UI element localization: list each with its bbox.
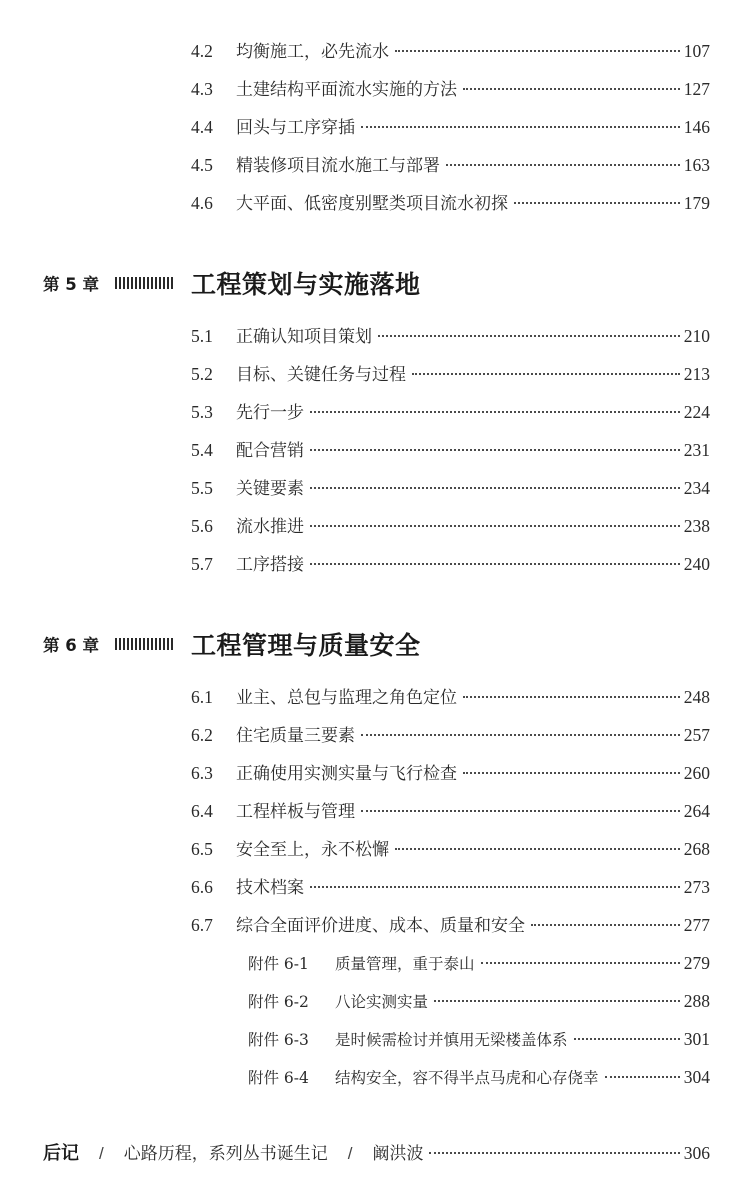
toc-appendix-6-2[interactable] [248, 986, 710, 1016]
chapter-title: 工程管理与质量安全 [191, 631, 421, 660]
entry-title: 均衡施工，必先流水 [236, 42, 389, 62]
dot-leader [361, 126, 680, 128]
dot-leader [531, 924, 680, 926]
entry-page: 248 [683, 687, 710, 707]
chapter-6-heading[interactable] [43, 624, 421, 664]
chapter-label: 第 5 章 [43, 275, 99, 294]
toc-entry-4-4[interactable] [191, 112, 710, 142]
toc-entry-5-7[interactable] [191, 549, 710, 579]
dot-leader [395, 50, 680, 52]
afterword-label: 后记 [43, 1143, 79, 1164]
toc-entry-5-4[interactable] [191, 435, 710, 465]
toc-appendix-6-3[interactable] [248, 1024, 710, 1054]
dot-leader [310, 563, 680, 565]
appendix-title: 质量管理，重于泰山 [335, 955, 475, 973]
entry-page: 163 [683, 155, 710, 175]
entry-title: 目标、关键任务与过程 [236, 365, 406, 385]
entry-number: 6.2 [191, 725, 213, 745]
entry-title: 工序搭接 [236, 555, 304, 575]
dot-leader [514, 202, 680, 204]
dot-leader [574, 1038, 680, 1040]
dot-leader [310, 886, 680, 888]
dot-leader [463, 88, 680, 90]
toc-entry-6-6[interactable] [191, 872, 710, 902]
entry-title: 住宅质量三要素 [236, 726, 355, 746]
entry-page: 260 [683, 763, 710, 783]
dot-leader [429, 1152, 679, 1154]
dot-leader [605, 1076, 680, 1078]
entry-page: 107 [683, 41, 710, 61]
chapter-bars-ornament [115, 637, 191, 651]
entry-page: 238 [683, 516, 710, 536]
chapter-label: 第 6 章 [43, 636, 99, 655]
dot-leader [310, 411, 680, 413]
toc-entry-5-5[interactable] [191, 473, 710, 503]
appendix-number: 附件 6-1 [248, 955, 309, 973]
entry-title: 流水推进 [236, 517, 304, 537]
dot-leader [463, 696, 680, 698]
separator-slash: / [347, 1144, 353, 1163]
dot-leader [361, 810, 680, 812]
toc-entry-5-6[interactable] [191, 511, 710, 541]
entry-number: 5.1 [191, 326, 213, 346]
appendix-number: 附件 6-3 [248, 1031, 309, 1049]
entry-number: 6.4 [191, 801, 213, 821]
entry-title: 土建结构平面流水实施的方法 [236, 80, 457, 100]
entry-page: 240 [683, 554, 710, 574]
afterword-page: 306 [683, 1143, 710, 1163]
toc-entry-6-3[interactable] [191, 758, 710, 788]
dot-leader [395, 848, 680, 850]
entry-number: 6.1 [191, 687, 213, 707]
appendix-page: 279 [683, 953, 710, 973]
entry-title: 配合营销 [236, 441, 304, 461]
appendix-title: 结构安全，容不得半点马虎和心存侥幸 [335, 1069, 599, 1087]
afterword-title: 心路历程，系列丛书诞生记 [123, 1144, 328, 1164]
entry-number: 4.4 [191, 117, 213, 137]
toc-entry-5-1[interactable] [191, 321, 710, 351]
entry-page: 273 [683, 877, 710, 897]
dot-leader [310, 487, 680, 489]
chapter-5-heading[interactable] [43, 263, 421, 303]
entry-title: 安全至上，永不松懈 [236, 840, 389, 860]
appendix-number: 附件 6-4 [248, 1069, 309, 1087]
entry-number: 6.3 [191, 763, 213, 783]
entry-page: 146 [683, 117, 710, 137]
chapter-title: 工程策划与实施落地 [191, 270, 421, 299]
afterword-author: 阚洪波 [372, 1144, 424, 1164]
toc-afterword[interactable] [43, 1138, 710, 1168]
entry-number: 6.7 [191, 915, 213, 935]
entry-page: 268 [683, 839, 710, 859]
entry-title: 精装修项目流水施工与部署 [236, 156, 440, 176]
entry-title: 先行一步 [236, 403, 304, 423]
dot-leader [412, 373, 680, 375]
entry-number: 5.5 [191, 478, 213, 498]
entry-title: 综合全面评价进度、成本、质量和安全 [236, 916, 525, 936]
dot-leader [310, 525, 680, 527]
entry-number: 5.4 [191, 440, 213, 460]
entry-page: 224 [683, 402, 710, 422]
toc-entry-6-2[interactable] [191, 720, 710, 750]
entry-title: 技术档案 [236, 878, 304, 898]
entry-number: 4.3 [191, 79, 213, 99]
toc-entry-5-2[interactable] [191, 359, 710, 389]
dot-leader [361, 734, 680, 736]
entry-page: 257 [683, 725, 710, 745]
separator-slash: / [99, 1144, 104, 1163]
toc-appendix-6-1[interactable] [248, 948, 710, 978]
entry-number: 5.3 [191, 402, 213, 422]
appendix-number: 附件 6-2 [248, 993, 309, 1011]
toc-entry-6-1[interactable] [191, 682, 710, 712]
entry-number: 4.6 [191, 193, 213, 213]
entry-page: 231 [683, 440, 710, 460]
entry-title: 正确使用实测实量与飞行检查 [236, 764, 457, 784]
toc-entry-6-5[interactable] [191, 834, 710, 864]
entry-page: 264 [683, 801, 710, 821]
dot-leader [310, 449, 680, 451]
entry-title: 工程样板与管理 [236, 802, 355, 822]
entry-number: 5.7 [191, 554, 213, 574]
appendix-page: 288 [683, 991, 710, 1011]
toc-entry-6-4[interactable] [191, 796, 710, 826]
entry-number: 4.5 [191, 155, 213, 175]
dot-leader [378, 335, 680, 337]
entry-title: 关键要素 [236, 479, 304, 499]
dot-leader [463, 772, 680, 774]
entry-page: 127 [683, 79, 710, 99]
appendix-title: 八论实测实量 [335, 993, 429, 1011]
entry-page: 234 [683, 478, 710, 498]
toc-entry-4-2[interactable] [191, 36, 710, 66]
dot-leader [446, 164, 680, 166]
entry-page: 213 [683, 364, 710, 384]
entry-title: 回头与工序穿插 [236, 118, 355, 138]
entry-number: 6.5 [191, 839, 213, 859]
toc-entry-4-3[interactable] [191, 74, 710, 104]
entry-page: 277 [683, 915, 710, 935]
appendix-page: 301 [683, 1029, 710, 1049]
entry-page: 210 [683, 326, 710, 346]
entry-number: 4.2 [191, 41, 213, 61]
entry-title: 大平面、低密度别墅类项目流水初探 [236, 194, 508, 214]
entry-page: 179 [683, 193, 710, 213]
toc-appendix-6-4[interactable] [248, 1062, 710, 1092]
entry-number: 5.6 [191, 516, 213, 536]
entry-title: 业主、总包与监理之角色定位 [236, 688, 457, 708]
toc-entry-4-6[interactable] [191, 188, 710, 218]
toc-entry-4-5[interactable] [191, 150, 710, 180]
appendix-page: 304 [683, 1067, 710, 1087]
chapter-bars-ornament [115, 276, 191, 290]
dot-leader [481, 962, 680, 964]
entry-title: 正确认知项目策划 [236, 327, 372, 347]
toc-entry-5-3[interactable] [191, 397, 710, 427]
appendix-title: 是时候需检讨并慎用无梁楼盖体系 [335, 1031, 568, 1049]
dot-leader [434, 1000, 680, 1002]
entry-number: 5.2 [191, 364, 213, 384]
entry-number: 6.6 [191, 877, 213, 897]
toc-entry-6-7[interactable] [191, 910, 710, 940]
